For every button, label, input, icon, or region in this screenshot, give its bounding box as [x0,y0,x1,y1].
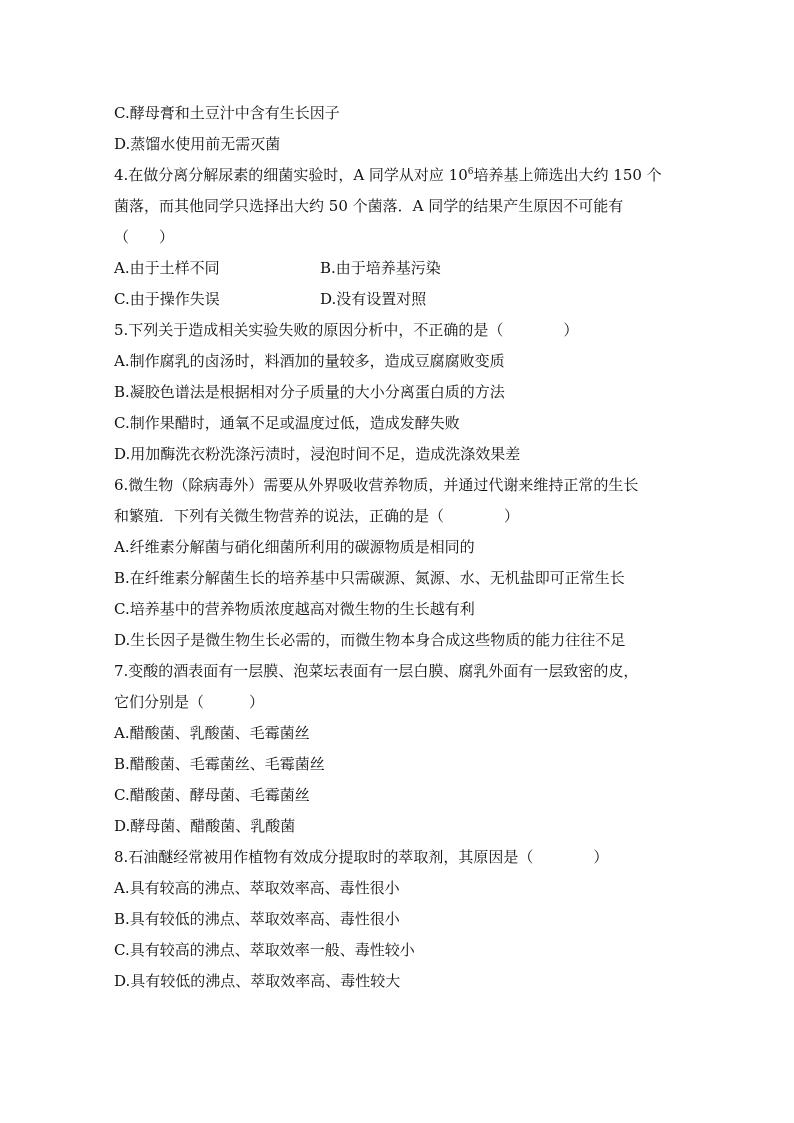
q4-option-d: D.没有设置对照 [320,290,427,308]
q7-stem-line2: 它们分别是（ ） [114,693,265,711]
q4-stem-text-b: 培养基上筛选出大约 150 个 [473,166,662,184]
q6-option-c: C.培养基中的营养物质浓度越高对微生物的生长越有利 [114,600,475,618]
q4-option-a: A.由于土样不同 [114,259,220,277]
q6-stem-line1: 6.微生物（除病毒外）需要从外界吸收营养物质，并通过代谢来维持正常的生长 [114,476,639,494]
q4-stem-text-a: 4.在做分离分解尿素的细菌实验时，A 同学从对应 10 [114,166,468,184]
q6-stem-line2: 和繁殖．下列有关微生物营养的说法，正确的是（ ） [114,507,520,525]
q3-option-d: D.蒸馏水使用前无需灭菌 [114,135,281,153]
q8-option-d: D.具有较低的沸点、萃取效率高、毒性较大 [114,972,401,990]
q4-stem-line1 [114,160,694,191]
q6-option-b: B.在纤维素分解菌生长的培养基中只需碳源、氮源、水、无机盐即可正常生长 [114,569,625,587]
q5-option-d: D.用加酶洗衣粉洗涤污渍时，浸泡时间不足，造成洗涤效果差 [114,445,521,463]
q7-option-b: B.醋酸菌、毛霉菌丝、毛霉菌丝 [114,755,325,773]
q5-stem: 5.下列关于造成相关实验失败的原因分析中，不正确的是（ ） [114,321,579,339]
q5-option-a: A.制作腐乳的卤汤时，料酒加的量较多，造成豆腐腐败变质 [114,352,505,370]
question-list [114,98,694,997]
q4-stem-line3: （ ） [114,228,175,246]
q8-stem: 8.石油醚经常被用作植物有效成分提取时的萃取剂，其原因是（ ） [114,848,609,866]
q3-option-c: C.酵母膏和土豆汁中含有生长因子 [114,104,340,122]
q8-option-c: C.具有较高的沸点、萃取效率一般、毒性较小 [114,941,415,959]
q5-option-c: C.制作果醋时，通氧不足或温度过低，造成发酵失败 [114,414,460,432]
q4-option-b: B.由于培养基污染 [320,259,441,277]
q8-option-a: A.具有较高的沸点、萃取效率高、毒性很小 [114,879,400,897]
q4-stem-line2: 菌落，而其他同学只选择出大约 50 个菌落．A 同学的结果产生原因不可能有 [114,197,624,215]
q4-options-row1 [114,253,694,284]
q4-options-row2 [114,284,694,315]
q6-option-a: A.纤维素分解菌与硝化细菌所利用的碳源物质是相同的 [114,538,475,556]
q6-option-d: D.生长因子是微生物生长必需的，而微生物本身合成这些物质的能力往往不足 [114,631,626,649]
q8-option-b: B.具有较低的沸点、萃取效率高、毒性很小 [114,910,400,928]
q7-stem-line1: 7.变酸的酒表面有一层膜、泡菜坛表面有一层白膜、腐乳外面有一层致密的皮， [114,662,639,680]
q5-option-b: B.凝胶色谱法是根据相对分子质量的大小分离蛋白质的方法 [114,383,505,401]
q7-option-c: C.醋酸菌、酵母菌、毛霉菌丝 [114,786,310,804]
q7-option-d: D.酵母菌、醋酸菌、乳酸菌 [114,817,296,835]
q4-option-c: C.由于操作失误 [114,290,220,308]
q4-exponent: 6 [467,167,474,177]
q7-option-a: A.醋酸菌、乳酸菌、毛霉菌丝 [114,724,310,742]
